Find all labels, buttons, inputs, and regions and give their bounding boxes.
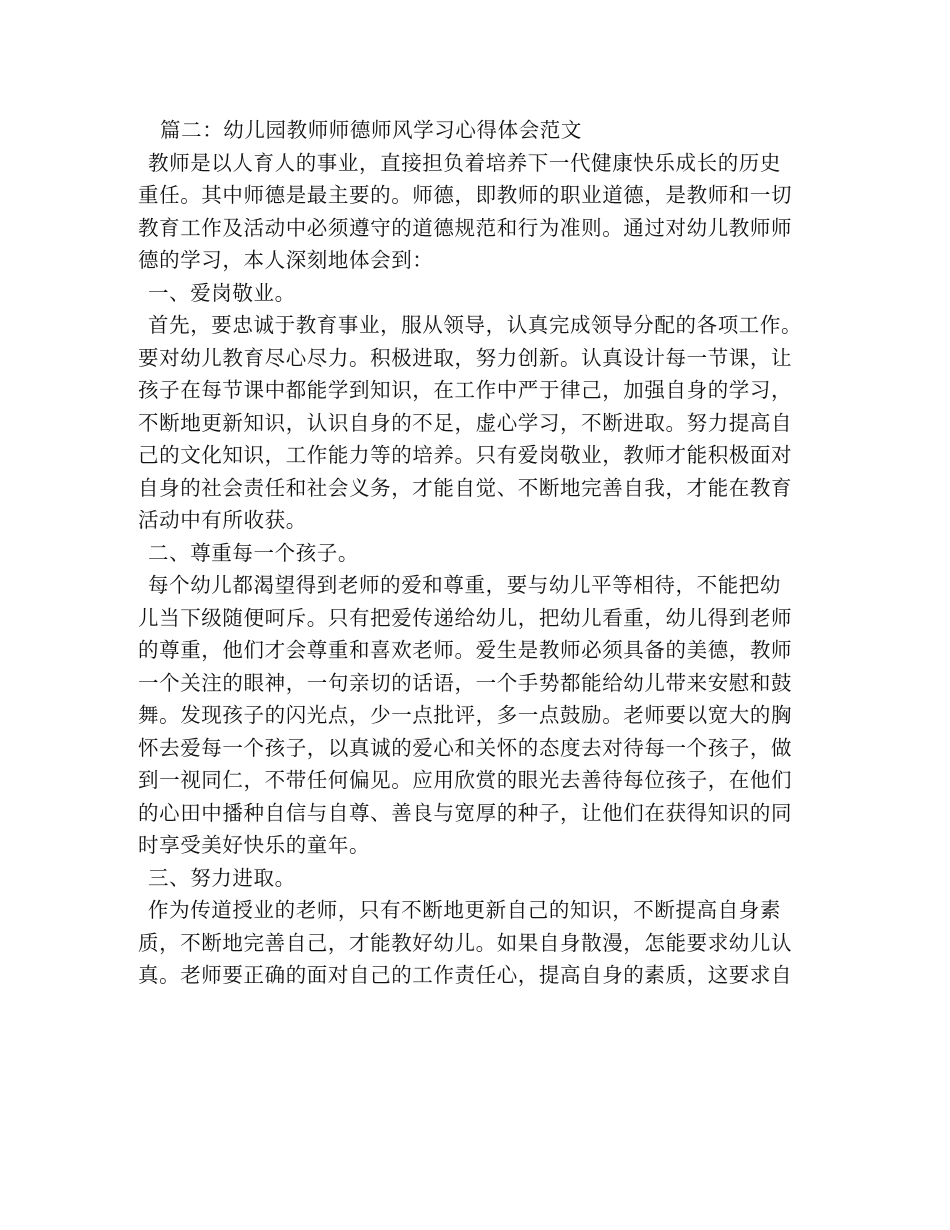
paragraph-line: 教师是以人育人的事业，直接担负着培养下一代健康快乐成长的历史: [148, 150, 781, 175]
paragraph-line: 一个关注的眼神，一句亲切的话语，一个手势都能给幼儿带来安慰和鼓: [138, 670, 793, 695]
paragraph-line: 的尊重，他们才会尊重和喜欢老师。爱生是教师必须具备的美德，教师: [138, 638, 793, 662]
paragraph-line: 不断地更新知识，认识自身的不足，虚心学习，不断进取。努力提高自: [138, 410, 793, 435]
paragraph-line: 作为传道授业的老师，只有不断地更新自己的知识，不断提高自身素: [148, 898, 781, 922]
paragraph-line: 活动中有所收获。: [138, 508, 307, 532]
paragraph-line: 儿当下级随便呵斥。只有把爱传递给幼儿，把幼儿看重，幼儿得到老师: [138, 605, 793, 630]
paragraph-line: 孩子在每节课中都能学到知识，在工作中严于律己，加强自身的学习，: [138, 378, 793, 402]
section-heading: 一、爱岗敬业。: [148, 280, 296, 305]
paragraph-line: 时享受美好快乐的童年。: [138, 833, 371, 857]
paragraph-line: 真。老师要正确的面对自己的工作责任心，提高自身的素质，这要求自: [138, 963, 793, 987]
paragraph-line: 到一视同仁，不带任何偏见。应用欣赏的眼光去善待每位孩子，在他们: [138, 768, 793, 792]
document-title: 篇二：幼儿园教师师德师风学习心得体会范文: [160, 118, 582, 142]
paragraph-line: 的心田中播种自信与自尊、善良与宽厚的种子，让他们在获得知识的同: [138, 800, 793, 825]
paragraph-line: 怀去爱每一个孩子，以真诚的爱心和关怀的态度去对待每一个孩子，做: [138, 735, 793, 760]
paragraph-line: 每个幼儿都渴望得到老师的爱和尊重，要与幼儿平等相待，不能把幼: [148, 573, 781, 597]
paragraph-line: 要对幼儿教育尽心尽力。积极进取，努力创新。认真设计每一节课，让: [138, 345, 793, 370]
paragraph-line: 舞。发现孩子的闪光点，少一点批评，多一点鼓励。老师要以宽大的胸: [138, 703, 793, 727]
paragraph-line: 重任。其中师德是最主要的。师德，即教师的职业道德，是教师和一切: [138, 183, 793, 207]
paragraph-line: 质，不断地完善自己，才能教好幼儿。如果自身散漫，怎能要求幼儿认: [138, 930, 793, 955]
paragraph-line: 首先，要忠诚于教育事业，服从领导，认真完成领导分配的各项工作。: [148, 313, 803, 337]
paragraph-line: 己的文化知识，工作能力等的培养。只有爱岗敬业，教师才能积极面对: [138, 443, 793, 467]
paragraph-line: 自身的社会责任和社会义务，才能自觉、不断地完善自我，才能在教育: [138, 475, 793, 500]
section-heading: 二、尊重每一个孩子。: [148, 540, 359, 565]
document-body: [138, 114, 828, 992]
section-heading: 三、努力进取。: [148, 865, 296, 890]
paragraph-line: 德的学习，本人深刻地体会到：: [138, 248, 434, 272]
paragraph-line: 教育工作及活动中必须遵守的道德规范和行为准则。通过对幼儿教师师: [138, 215, 793, 240]
